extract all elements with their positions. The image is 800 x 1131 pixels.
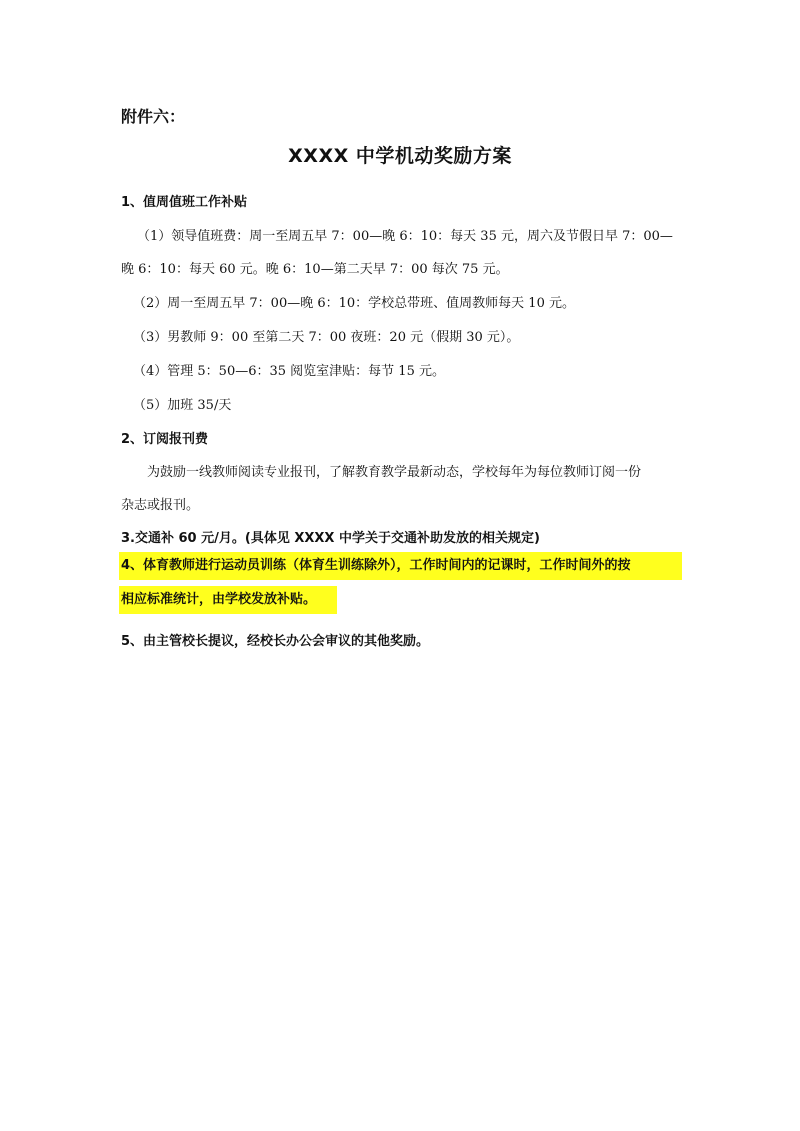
section1-item-2: （2）周一至周五早 7：00—晚 6：10：学校总带班、值周教师每天 10 元。 bbox=[133, 296, 575, 311]
document-title: XXXX 中学机动奖励方案 bbox=[288, 145, 512, 167]
section2-body-line1: 为鼓励一线教师阅读专业报刊，了解教育教学最新动态，学校每年为每位教师订阅一份 bbox=[147, 465, 642, 480]
section1-item-1-cont: 晚 6：10：每天 60 元。晚 6：10—第二天早 7：00 每次 75 元。 bbox=[121, 262, 509, 277]
section1-item-5: （5）加班 35/天 bbox=[133, 398, 232, 413]
highlight-row-1 bbox=[119, 552, 682, 580]
highlight-row-2 bbox=[119, 586, 337, 614]
attachment-label: 附件六： bbox=[121, 107, 186, 126]
section3-text: 3.交通补 60 元/月。(具体见 XXXX 中学关于交通补助发放的相关规定) bbox=[121, 531, 540, 546]
section1-item-1: （1）领导值班费：周一至周五早 7：00—晚 6：10：每天 35 元，周六及节假日早 7：00— bbox=[137, 229, 673, 244]
section1-heading: 1、值周值班工作补贴 bbox=[121, 195, 248, 210]
section4-highlight bbox=[119, 552, 682, 614]
section2-heading: 2、订阅报刊费 bbox=[121, 432, 209, 447]
section4-line2: 相应标准统计，由学校发放补贴。 bbox=[121, 592, 317, 607]
section2-body-line2: 杂志或报刊。 bbox=[121, 498, 200, 513]
section1-item-3: （3）男教师 9：00 至第二天 7：00 夜班：20 元（假期 30 元）。 bbox=[133, 330, 520, 345]
section1-item-4: （4）管理 5：50—6：35 阅览室津贴：每节 15 元。 bbox=[133, 364, 445, 379]
section5-text: 5、由主管校长提议，经校长办公会审议的其他奖励。 bbox=[121, 634, 430, 649]
section4-line1: 4、体育教师进行运动员训练（体育生训练除外），工作时间内的记课时，工作时间外的按 bbox=[121, 558, 631, 573]
